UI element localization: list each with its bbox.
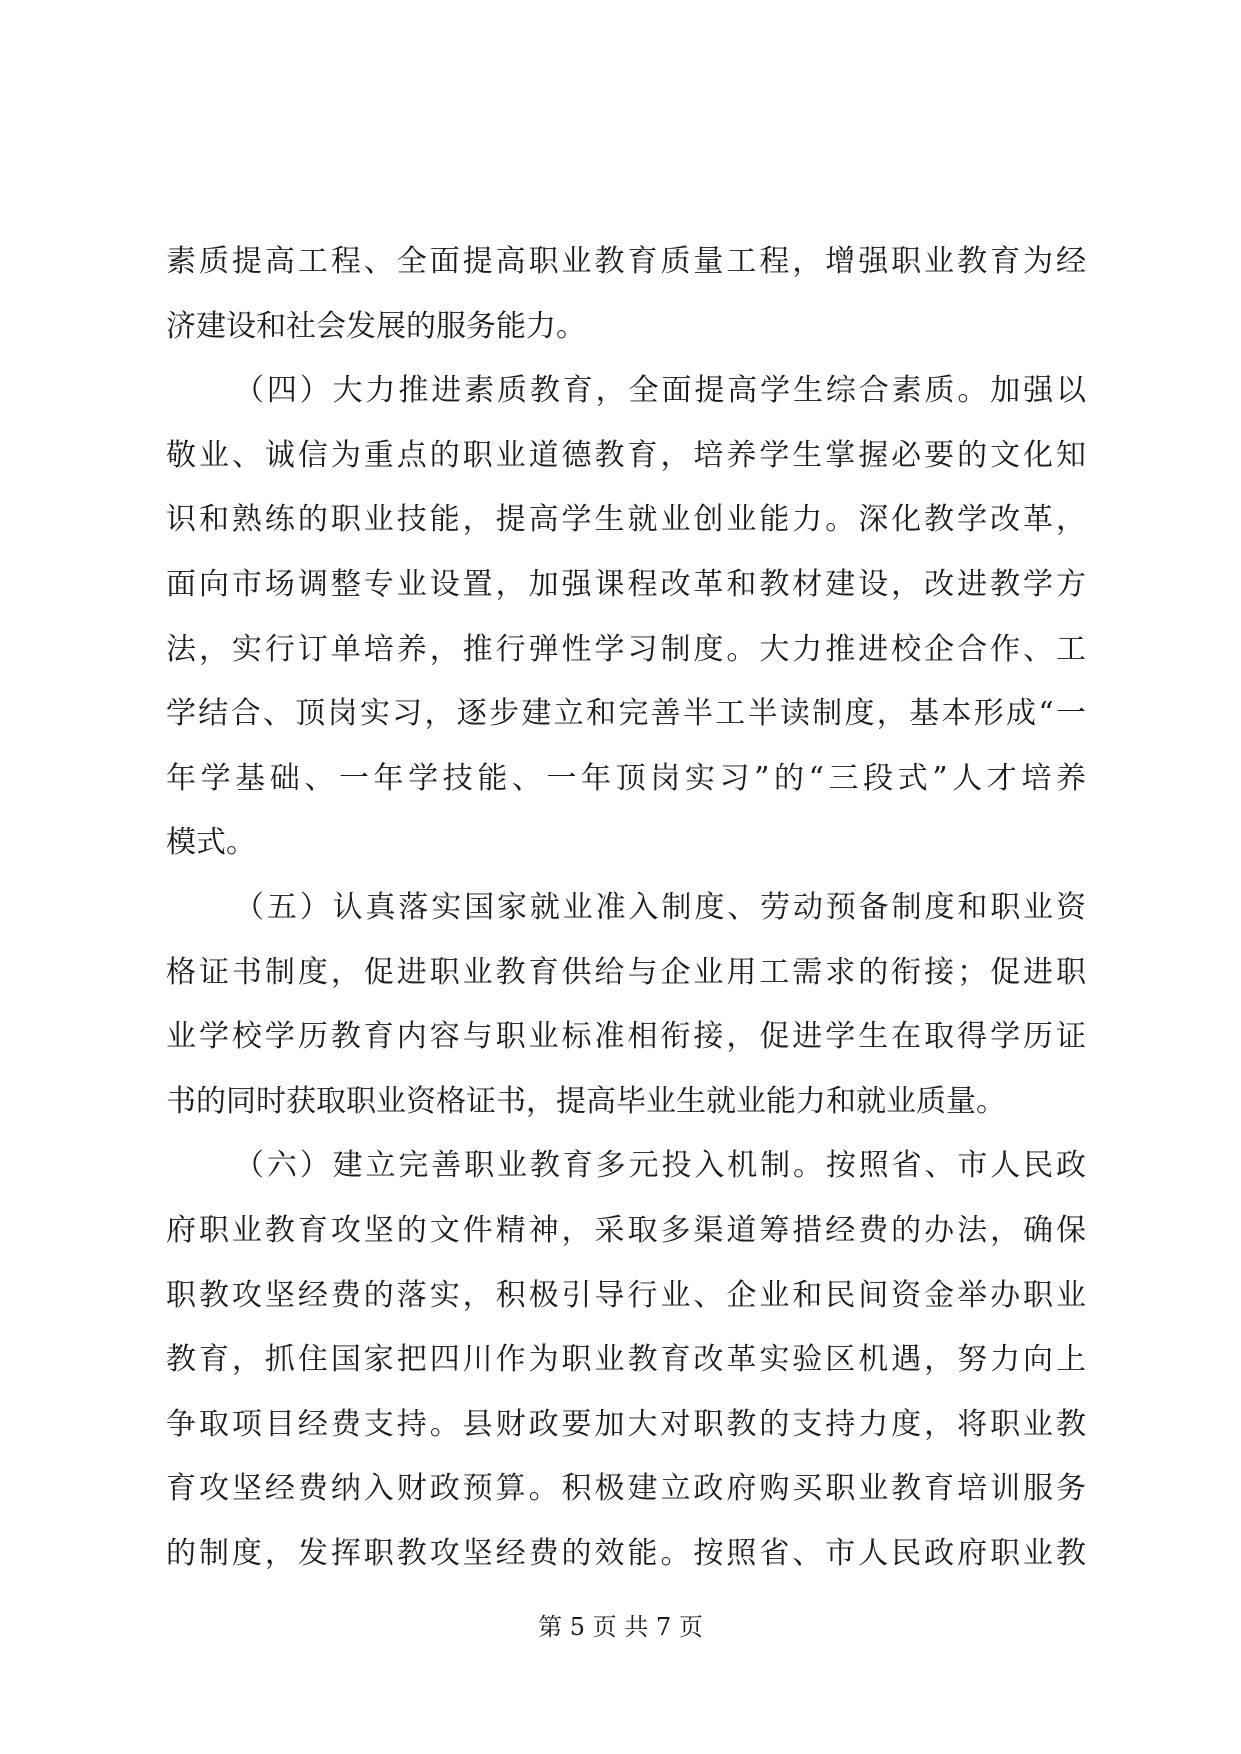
text-line: 的制度，发挥职教攻坚经费的效能。按照省、市人民政府职业教 <box>166 1535 1086 1571</box>
text-line: 法，实行订单培养，推行弹性学习制度。大力推进校企合作、工 <box>166 631 1086 667</box>
body-text <box>166 230 1086 1586</box>
page-footer <box>0 1612 1241 1642</box>
text-line: 教育，抓住国家把四川作为职业教育改革实验区机遇，努力向上 <box>166 1342 1086 1378</box>
text-line: 争取项目经费支持。县财政要加大对职教的支持力度，将职业教 <box>166 1406 1086 1442</box>
text-line: 业学校学历教育内容与职业标准相衔接，促进学生在取得学历证 <box>166 1019 1086 1055</box>
text-line: 育攻坚经费纳入财政预算。积极建立政府购买职业教育培训服务 <box>166 1471 1086 1507</box>
text-line: 面向市场调整专业设置，加强课程改革和教材建设，改进教学方 <box>166 566 1086 602</box>
text-line: 职教攻坚经费的落实，积极引导行业、企业和民间资金举办职业 <box>166 1277 1086 1313</box>
text-line: 府职业教育攻坚的文件精神，采取多渠道筹措经费的办法，确保 <box>166 1212 1086 1248</box>
text-line: 敬业、诚信为重点的职业道德教育，培养学生掌握必要的文化知 <box>166 437 1086 473</box>
text-line: 模式。 <box>166 825 256 861</box>
text-line: 格证书制度，促进职业教育供给与企业用工需求的衔接；促进职 <box>166 954 1086 990</box>
text-line: 书的同时获取职业资格证书，提高毕业生就业能力和就业质量。 <box>166 1083 1006 1119</box>
text-line: 学结合、顶岗实习，逐步建立和完善半工半读制度，基本形成“一 <box>166 696 1086 732</box>
text-line: 济建设和社会发展的服务能力。 <box>166 308 586 344</box>
text-line: （五）认真落实国家就业准入制度、劳动预备制度和职业资 <box>234 889 1086 925</box>
text-line: （四）大力推进素质教育，全面提高学生综合素质。加强以 <box>234 373 1086 409</box>
page-number-label: 第 5 页 共 7 页 <box>538 1613 703 1641</box>
text-line: 年学基础、一年学技能、一年顶岗实习”的“三段式”人才培养 <box>166 760 1086 796</box>
text-line: （六）建立完善职业教育多元投入机制。按照省、市人民政 <box>234 1148 1086 1184</box>
text-line: 识和熟练的职业技能，提高学生就业创业能力。深化教学改革， <box>166 502 1086 538</box>
text-line: 素质提高工程、全面提高职业教育质量工程，增强职业教育为经 <box>166 244 1086 279</box>
